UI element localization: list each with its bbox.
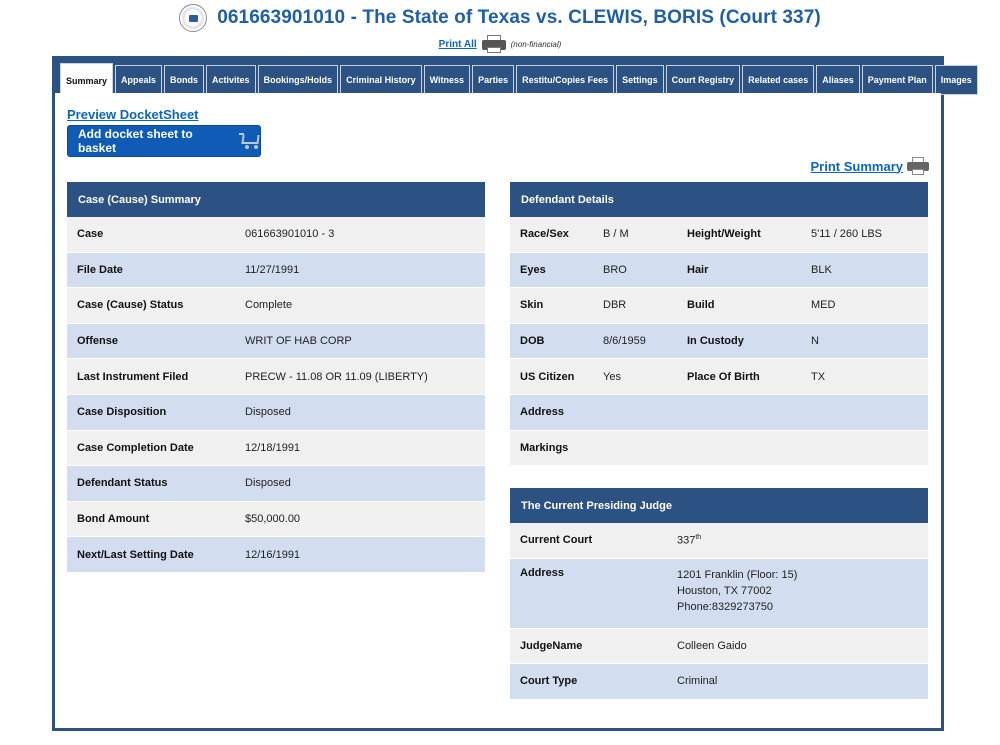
- table-row: [510, 359, 928, 395]
- address-line-1: 1201 Franklin (Floor: 15): [677, 568, 798, 581]
- summary-content: [55, 93, 941, 728]
- current-court-value: [677, 534, 701, 547]
- row-label: Bond Amount: [77, 513, 150, 526]
- table-row: [67, 395, 485, 431]
- row-value: Yes: [603, 370, 621, 383]
- judge-rows: [510, 523, 928, 700]
- row-label: Address: [520, 406, 565, 419]
- row-value: BLK: [811, 263, 832, 276]
- address-line-3: Phone:8329273750: [677, 600, 774, 613]
- row-value: 8/6/1959: [603, 335, 646, 348]
- table-row: [510, 288, 928, 324]
- row-value: Disposed: [245, 477, 291, 490]
- table-row: [67, 253, 485, 289]
- row-value: Colleen Gaido: [677, 639, 747, 652]
- table-row: [67, 537, 485, 573]
- table-row: [510, 217, 928, 253]
- tab-court-registry[interactable]: Court Registry: [666, 65, 741, 95]
- row-label: Case Completion Date: [77, 441, 194, 454]
- row-label: Offense: [77, 335, 118, 348]
- row-value: 11/27/1991: [245, 263, 300, 276]
- table-row: [510, 559, 928, 629]
- row-label: Address: [520, 566, 565, 579]
- row-value: $50,000.00: [245, 513, 301, 526]
- address-line-2: Houston, TX 77002: [677, 584, 772, 597]
- tab-related-cases[interactable]: Related cases: [742, 65, 814, 95]
- row-label: Height/Weight: [687, 228, 761, 241]
- tab-aliases[interactable]: Aliases: [816, 65, 860, 95]
- row-label: JudgeName: [520, 639, 583, 652]
- printer-icon[interactable]: [481, 34, 507, 54]
- case-summary-rows: [67, 217, 485, 573]
- row-label: Markings: [520, 441, 569, 454]
- row-label: Hair: [687, 263, 709, 276]
- row-label: US Citizen: [520, 370, 575, 383]
- tab-parties[interactable]: Parties: [472, 65, 514, 95]
- row-label: Last Instrument Filed: [77, 370, 189, 383]
- table-row: [67, 431, 485, 467]
- table-row: [510, 253, 928, 289]
- tab-images[interactable]: Images: [935, 65, 978, 95]
- row-value: 12/16/1991: [245, 548, 301, 561]
- add-docket-basket-label: Add docket sheet to basket: [78, 127, 193, 155]
- table-row: [510, 395, 928, 431]
- row-label: Court Type: [520, 675, 578, 688]
- table-row: [510, 629, 928, 665]
- table-row: [67, 324, 485, 360]
- table-row: [510, 523, 928, 559]
- row-value: N: [811, 335, 819, 348]
- tab-activites[interactable]: Activites: [206, 65, 256, 95]
- tab-restitu-copies-fees[interactable]: Restitu/Copies Fees: [516, 65, 614, 95]
- case-summary-panel: [67, 182, 485, 573]
- row-label: Current Court: [520, 534, 593, 547]
- print-summary-link[interactable]: Print Summary: [810, 158, 903, 174]
- row-label: Place Of Birth: [687, 370, 760, 383]
- row-label: Case (Cause) Status: [77, 299, 184, 312]
- title-row: [0, 4, 1000, 32]
- court-ordinal-suffix: th: [695, 533, 702, 541]
- row-value: B / M: [603, 228, 629, 241]
- table-row: [510, 324, 928, 360]
- row-label: Case Disposition: [77, 406, 167, 419]
- row-value: PRECW - 11.08 OR 11.09 (LIBERTY): [245, 370, 428, 383]
- row-value: 5'11 / 260 LBS: [811, 228, 883, 241]
- print-summary: [811, 157, 929, 175]
- tab-bonds[interactable]: Bonds: [164, 65, 204, 95]
- row-label: DOB: [520, 335, 545, 348]
- table-row: [67, 288, 485, 324]
- tab-witness[interactable]: Witness: [424, 65, 470, 95]
- tab-summary[interactable]: Summary: [60, 63, 113, 97]
- row-label: Race/Sex: [520, 228, 569, 241]
- table-row: [510, 664, 928, 700]
- tab-payment-plan[interactable]: Payment Plan: [862, 65, 933, 95]
- row-value: Criminal: [677, 675, 718, 688]
- row-label: Next/Last Setting Date: [77, 548, 194, 561]
- row-value: 12/18/1991: [245, 441, 301, 454]
- row-label: Skin: [520, 299, 544, 312]
- row-value: Complete: [245, 299, 293, 312]
- row-label: Eyes: [520, 263, 546, 276]
- row-value: MED: [811, 299, 836, 312]
- presiding-judge-panel: [510, 488, 928, 700]
- defendant-details-panel: [510, 182, 928, 466]
- court-number: 337: [677, 534, 696, 547]
- court-address: [677, 567, 797, 615]
- row-value: BRO: [603, 263, 627, 276]
- row-value: Disposed: [245, 406, 291, 419]
- tab-settings[interactable]: Settings: [616, 65, 664, 95]
- presiding-judge-heading: The Current Presiding Judge: [510, 488, 928, 523]
- table-row: [67, 466, 485, 502]
- table-row: [67, 359, 485, 395]
- defendant-details-heading: Defendant Details: [510, 182, 928, 217]
- table-row: [67, 502, 485, 538]
- tab-criminal-history[interactable]: Criminal History: [340, 65, 422, 95]
- table-row: [67, 217, 485, 253]
- row-label: Defendant Status: [77, 477, 168, 490]
- row-label: File Date: [77, 263, 123, 276]
- shopping-cart-icon: [239, 132, 261, 150]
- add-docket-basket-button[interactable]: [67, 125, 261, 157]
- defendant-rows: [510, 217, 928, 466]
- table-row: [510, 431, 928, 467]
- row-value: TX: [811, 370, 826, 383]
- page-title: 061663901010 - The State of Texas vs. CLEWIS, BORIS (Court 337): [217, 7, 821, 28]
- tab-appeals[interactable]: Appeals: [115, 65, 162, 95]
- row-label: In Custody: [687, 335, 744, 348]
- county-seal-icon: [179, 4, 207, 32]
- print-all-row: [0, 34, 1000, 54]
- tab-bookings-holds[interactable]: Bookings/Holds: [258, 65, 339, 95]
- printer-icon[interactable]: [907, 157, 929, 175]
- row-value: 061663901010 - 3: [245, 228, 335, 241]
- case-summary-heading: Case (Cause) Summary: [67, 182, 485, 217]
- print-all-link[interactable]: Print All: [438, 38, 477, 50]
- row-value: WRIT OF HAB CORP: [245, 335, 352, 348]
- row-label: Case: [77, 228, 104, 241]
- row-label: Build: [687, 299, 715, 312]
- row-value: DBR: [603, 299, 627, 312]
- case-frame: [52, 56, 972, 731]
- header: [0, 0, 1000, 56]
- non-financial-note: (non-financial): [510, 39, 562, 49]
- preview-docket-sheet-link[interactable]: Preview DocketSheet: [67, 107, 199, 122]
